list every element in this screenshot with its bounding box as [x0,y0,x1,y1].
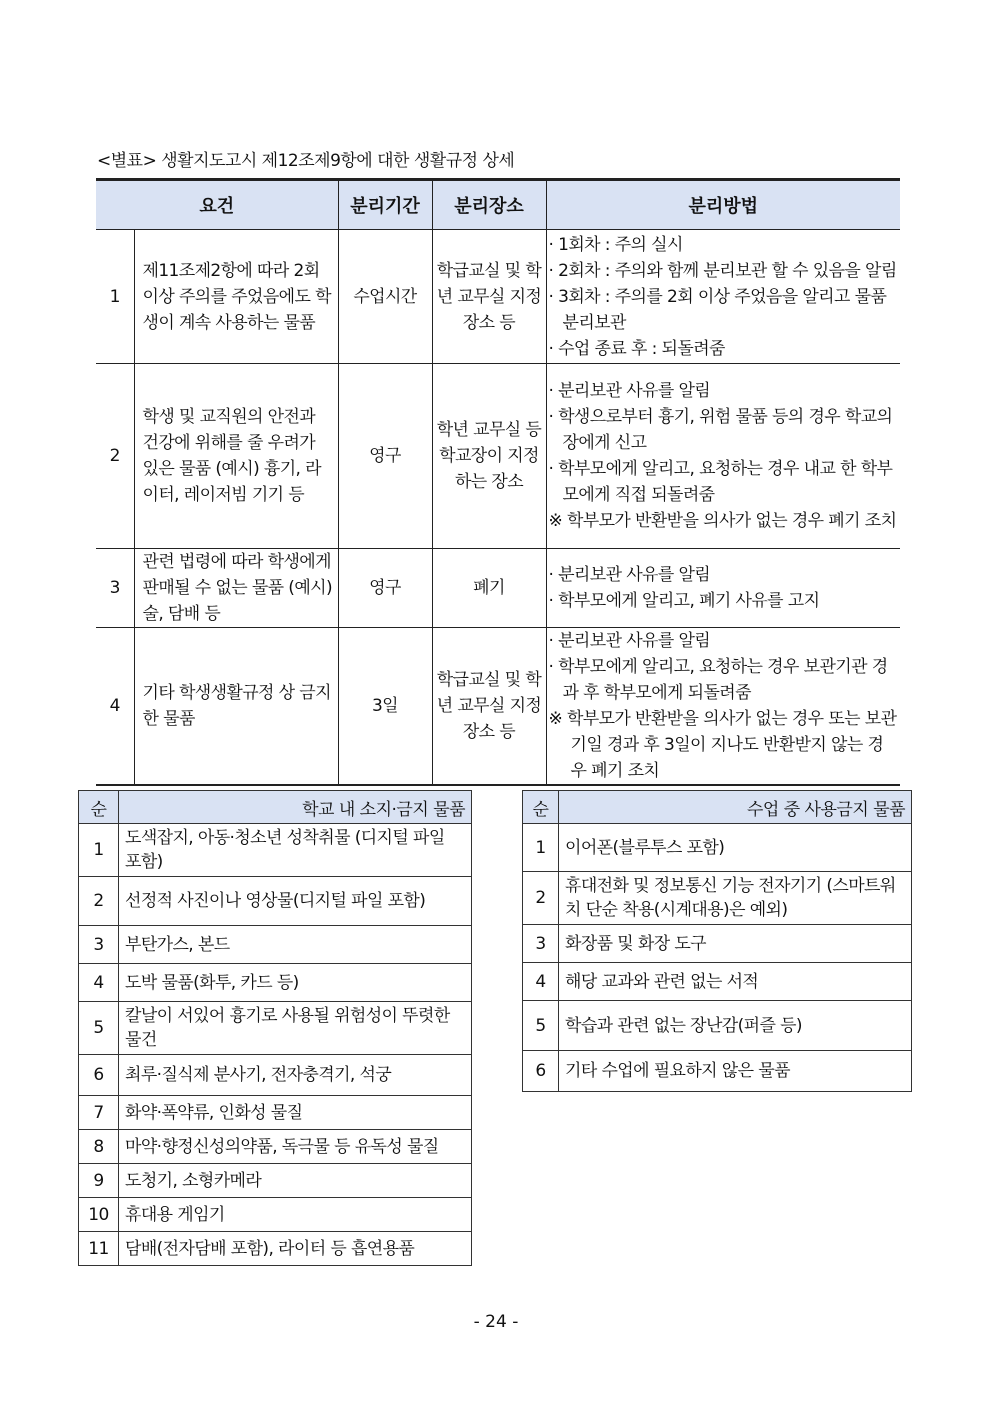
item-text: 담배(전자담배 포함), 라이터 등 흡연용품 [119,1232,472,1266]
method-line: ※ 학부모가 반환받을 의사가 없는 경우 또는 보관 기일 경과 후 3일이 지나도 반환받지 않는 경우 폐기 조치 [548,709,897,781]
item-text: 기타 수업에 필요하지 않은 물품 [559,1051,912,1092]
item-text: 선정적 사진이나 영상물(디지털 파일 포함) [119,877,472,926]
table-row [79,1096,472,1130]
table-row [523,824,912,872]
separation-rules-table [96,178,900,786]
table-row [523,963,912,1001]
item-number: 5 [79,1002,119,1055]
method-cell [546,549,900,628]
method-line: · 학부모에게 알리고, 폐기 사유를 고지 [548,591,820,611]
method-cell [546,628,900,786]
method-line: · 학생으로부터 흉기, 위험 물품 등의 경우 학교의 장에게 신고 [548,407,893,453]
header-number: 순 [523,791,559,824]
item-text: 부탄가스, 본드 [119,926,472,964]
item-number: 1 [79,824,119,877]
table-row [523,1051,912,1092]
header-row [523,791,912,824]
requirement-cell: 관련 법령에 따라 학생에게 판매될 수 없는 물품 (예시) 술, 담배 등 [134,549,338,628]
item-number: 2 [523,872,559,925]
requirement-cell: 학생 및 교직원의 안전과 건강에 위해를 줄 우려가 있은 물품 (예시) 흉기, 라이터, 레이저빔 기기 등 [134,364,338,549]
item-number: 3 [79,926,119,964]
table-row [79,1002,472,1055]
class-prohibited-items-table [522,790,912,1092]
item-text: 화약·폭약류, 인화성 물질 [119,1096,472,1130]
item-number: 1 [523,824,559,872]
method-line: · 분리보관 사유를 알림 [548,631,711,651]
item-text: 학습과 관련 없는 장난감(퍼즐 등) [559,1001,912,1051]
row-number: 4 [96,628,134,786]
item-text: 해당 교과와 관련 없는 서적 [559,963,912,1001]
header-requirement: 요건 [96,180,338,230]
item-number: 4 [523,963,559,1001]
method-line: · 분리보관 사유를 알림 [548,381,711,401]
period-cell: 3일 [338,628,432,786]
item-text: 칼날이 서있어 흉기로 사용될 위험성이 뚜렷한 물건 [119,1002,472,1055]
method-cell [546,230,900,364]
header-number: 순 [79,791,119,824]
item-number: 7 [79,1096,119,1130]
method-line: · 수업 종료 후 : 되돌려줌 [548,338,725,359]
item-text: 마약·향정신성의약품, 독극물 등 유독성 물질 [119,1130,472,1164]
item-text: 휴대전화 및 정보통신 기능 전자기기 (스마트워치 단순 착용(시계대용)은 예외) [559,872,912,925]
method-cell [546,364,900,549]
place-cell: 폐기 [432,549,546,628]
table-row [79,1198,472,1232]
method-line: · 학부모에게 알리고, 요청하는 경우 보관기관 경과 후 학부모에게 되돌려줌 [548,657,888,703]
page-number: - 24 - [473,1312,519,1332]
header-item: 수업 중 사용금지 물품 [559,791,912,824]
table-row [79,1232,472,1266]
method-line: · 학부모에게 알리고, 요청하는 경우 내교 한 학부모에게 직접 되돌려줌 [548,459,893,505]
item-number: 11 [79,1232,119,1266]
item-text: 화장품 및 화장 도구 [559,925,912,963]
item-number: 9 [79,1164,119,1198]
item-number: 2 [79,877,119,926]
requirement-cell: 제11조제2항에 따라 2회 이상 주의를 주었음에도 학생이 계속 사용하는 물품 [134,230,338,364]
place-cell: 학급교실 및 학년 교무실 지정 장소 등 [432,230,546,364]
item-number: 10 [79,1198,119,1232]
table-row [79,1130,472,1164]
method-line: ※ 학부모가 반환받을 의사가 없는 경우 폐기 조치 [548,511,897,531]
item-number: 5 [523,1001,559,1051]
row-number: 3 [96,549,134,628]
item-number: 8 [79,1130,119,1164]
row-number: 1 [96,230,134,364]
table-caption: <별표> 생활지도고시 제12조제9항에 대한 생활규정 상세 [97,151,515,171]
item-text: 도청기, 소형카메라 [119,1164,472,1198]
requirement-cell: 기타 학생생활규정 상 금지한 물품 [134,628,338,786]
table-row [96,230,900,364]
school-prohibited-items-table [78,790,472,1266]
table-row [523,925,912,963]
item-text: 이어폰(블루투스 포함) [559,824,912,872]
header-item: 학교 내 소지·금지 물품 [119,791,472,824]
table-row [79,1164,472,1198]
place-cell: 학급교실 및 학년 교무실 지정 장소 등 [432,628,546,786]
header-place: 분리장소 [432,180,546,230]
item-number: 3 [523,925,559,963]
table-row [96,364,900,549]
table-row [96,628,900,786]
place-cell: 학년 교무실 등 학교장이 지정하는 장소 [432,364,546,549]
method-line: · 1회차 : 주의 실시 [548,234,683,255]
period-cell: 영구 [338,549,432,628]
period-cell: 영구 [338,364,432,549]
header-method: 분리방법 [546,180,900,230]
item-number: 4 [79,964,119,1002]
item-text: 최루·질식제 분사기, 전자충격기, 석궁 [119,1055,472,1096]
table-row [79,1055,472,1096]
table-row [79,824,472,877]
header-period: 분리기간 [338,180,432,230]
item-text: 도색잡지, 아동·청소년 성착취물 (디지털 파일 포함) [119,824,472,877]
header-row [96,180,900,230]
table-row [79,926,472,964]
method-line: · 3회차 : 주의를 2회 이상 주었음을 알리고 물품 분리보관 [548,286,887,333]
table-row [79,964,472,1002]
period-cell: 수업시간 [338,230,432,364]
table-row [79,877,472,926]
method-line: · 2회차 : 주의와 함께 분리보관 할 수 있음을 알림 [548,260,897,281]
item-number: 6 [523,1051,559,1092]
table-row [523,1001,912,1051]
table-row [96,549,900,628]
header-row [79,791,472,824]
table-row [523,872,912,925]
method-line: · 분리보관 사유를 알림 [548,565,711,585]
item-text: 도박 물품(화투, 카드 등) [119,964,472,1002]
item-number: 6 [79,1055,119,1096]
item-text: 휴대용 게임기 [119,1198,472,1232]
row-number: 2 [96,364,134,549]
